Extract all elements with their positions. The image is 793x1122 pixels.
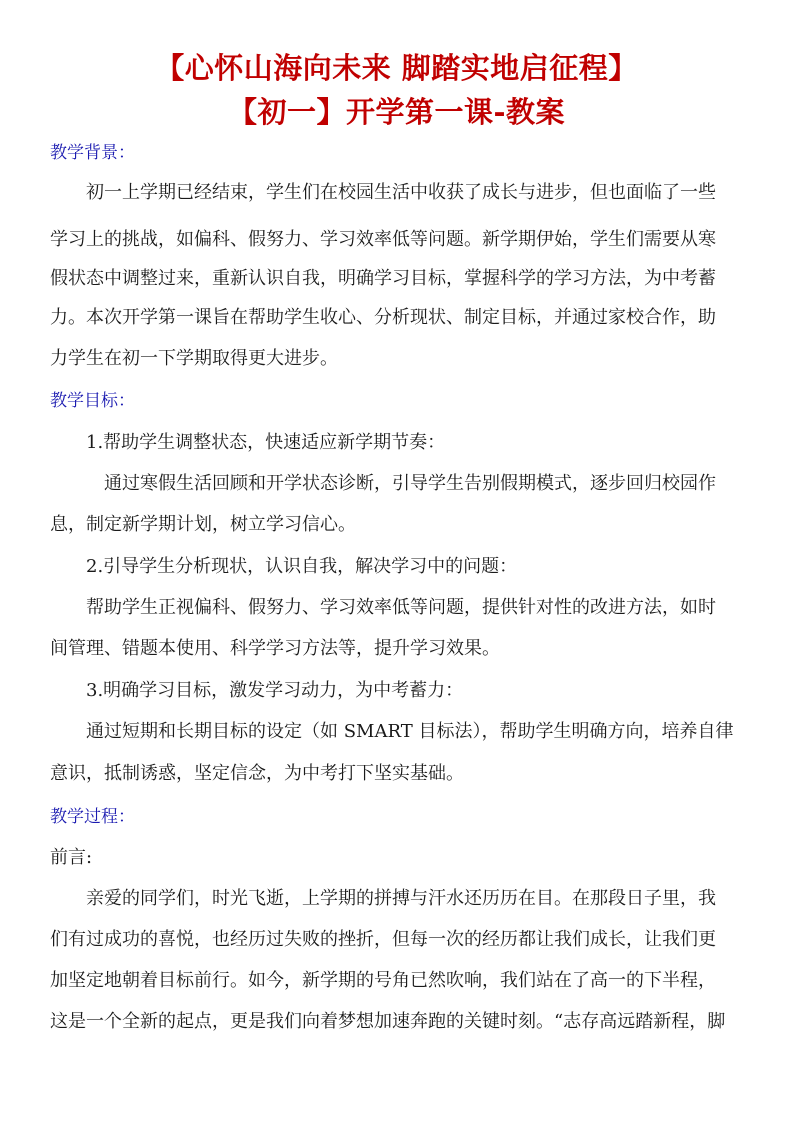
paragraph-line: 帮助学生正视偏科、假努力、学习效率低等问题，提供针对性的改进方法，如时 [86, 597, 716, 618]
paragraph-line: 通过寒假生活回顾和开学状态诊断，引导学生告别假期模式，逐步回归校园作 [104, 473, 716, 494]
document-title: 【心怀山海向未来 脚踏实地启征程】 [155, 51, 638, 85]
objective-title: 3.明确学习目标，激发学习动力，为中考蓄力： [86, 680, 464, 701]
document-subtitle: 【初一】开学第一课-教案 [227, 95, 566, 129]
section-heading-background: 教学背景： [50, 143, 135, 163]
section-heading-process: 教学过程： [50, 807, 135, 827]
paragraph-line: 间管理、错题本使用、科学学习方法等，提升学习效果。 [50, 638, 500, 659]
paragraph-line: 通过短期和长期目标的设定（如 SMART 目标法），帮助学生明确方向，培养自律 [86, 721, 734, 742]
paragraph-line: 意识，抵制诱惑，坚定信念，为中考打下坚实基础。 [50, 763, 464, 784]
paragraph-line: 假状态中调整过来，重新认识自我，明确学习目标，掌握科学的学习方法，为中考蓄 [50, 268, 716, 289]
preface-label: 前言: [50, 847, 93, 868]
paragraph-line: 息，制定新学期计划，树立学习信心。 [50, 514, 356, 535]
section-heading-objectives: 教学目标： [50, 391, 135, 411]
objective-title: 2.引导学生分析现状，认识自我，解决学习中的问题： [86, 556, 518, 577]
paragraph-line: 亲爱的同学们，时光飞逝，上学期的拼搏与汗水还历历在目。在那段日子里，我 [86, 888, 716, 909]
paragraph-line: 加坚定地朝着目标前行。如今，新学期的号角已然吹响，我们站在了高一的下半程， [50, 970, 716, 991]
paragraph-line: 学习上的挑战，如偏科、假努力、学习效率低等问题。新学期伊始，学生们需要从寒 [50, 229, 716, 250]
paragraph-line: 力学生在初一下学期取得更大进步。 [50, 348, 338, 369]
paragraph-line: 初一上学期已经结束，学生们在校园生活中收获了成长与进步，但也面临了一些 [86, 182, 716, 203]
paragraph-line: 力。本次开学第一课旨在帮助学生收心、分析现状、制定目标，并通过家校合作，助 [50, 307, 716, 328]
objective-title: 1.帮助学生调整状态，快速适应新学期节奏： [86, 432, 446, 453]
paragraph-line: 这是一个全新的起点，更是我们向着梦想加速奔跑的关键时刻。“志存高远踏新程，脚 [50, 1011, 726, 1032]
paragraph-line: 们有过成功的喜悦，也经历过失败的挫折，但每一次的经历都让我们成长，让我们更 [50, 929, 716, 950]
